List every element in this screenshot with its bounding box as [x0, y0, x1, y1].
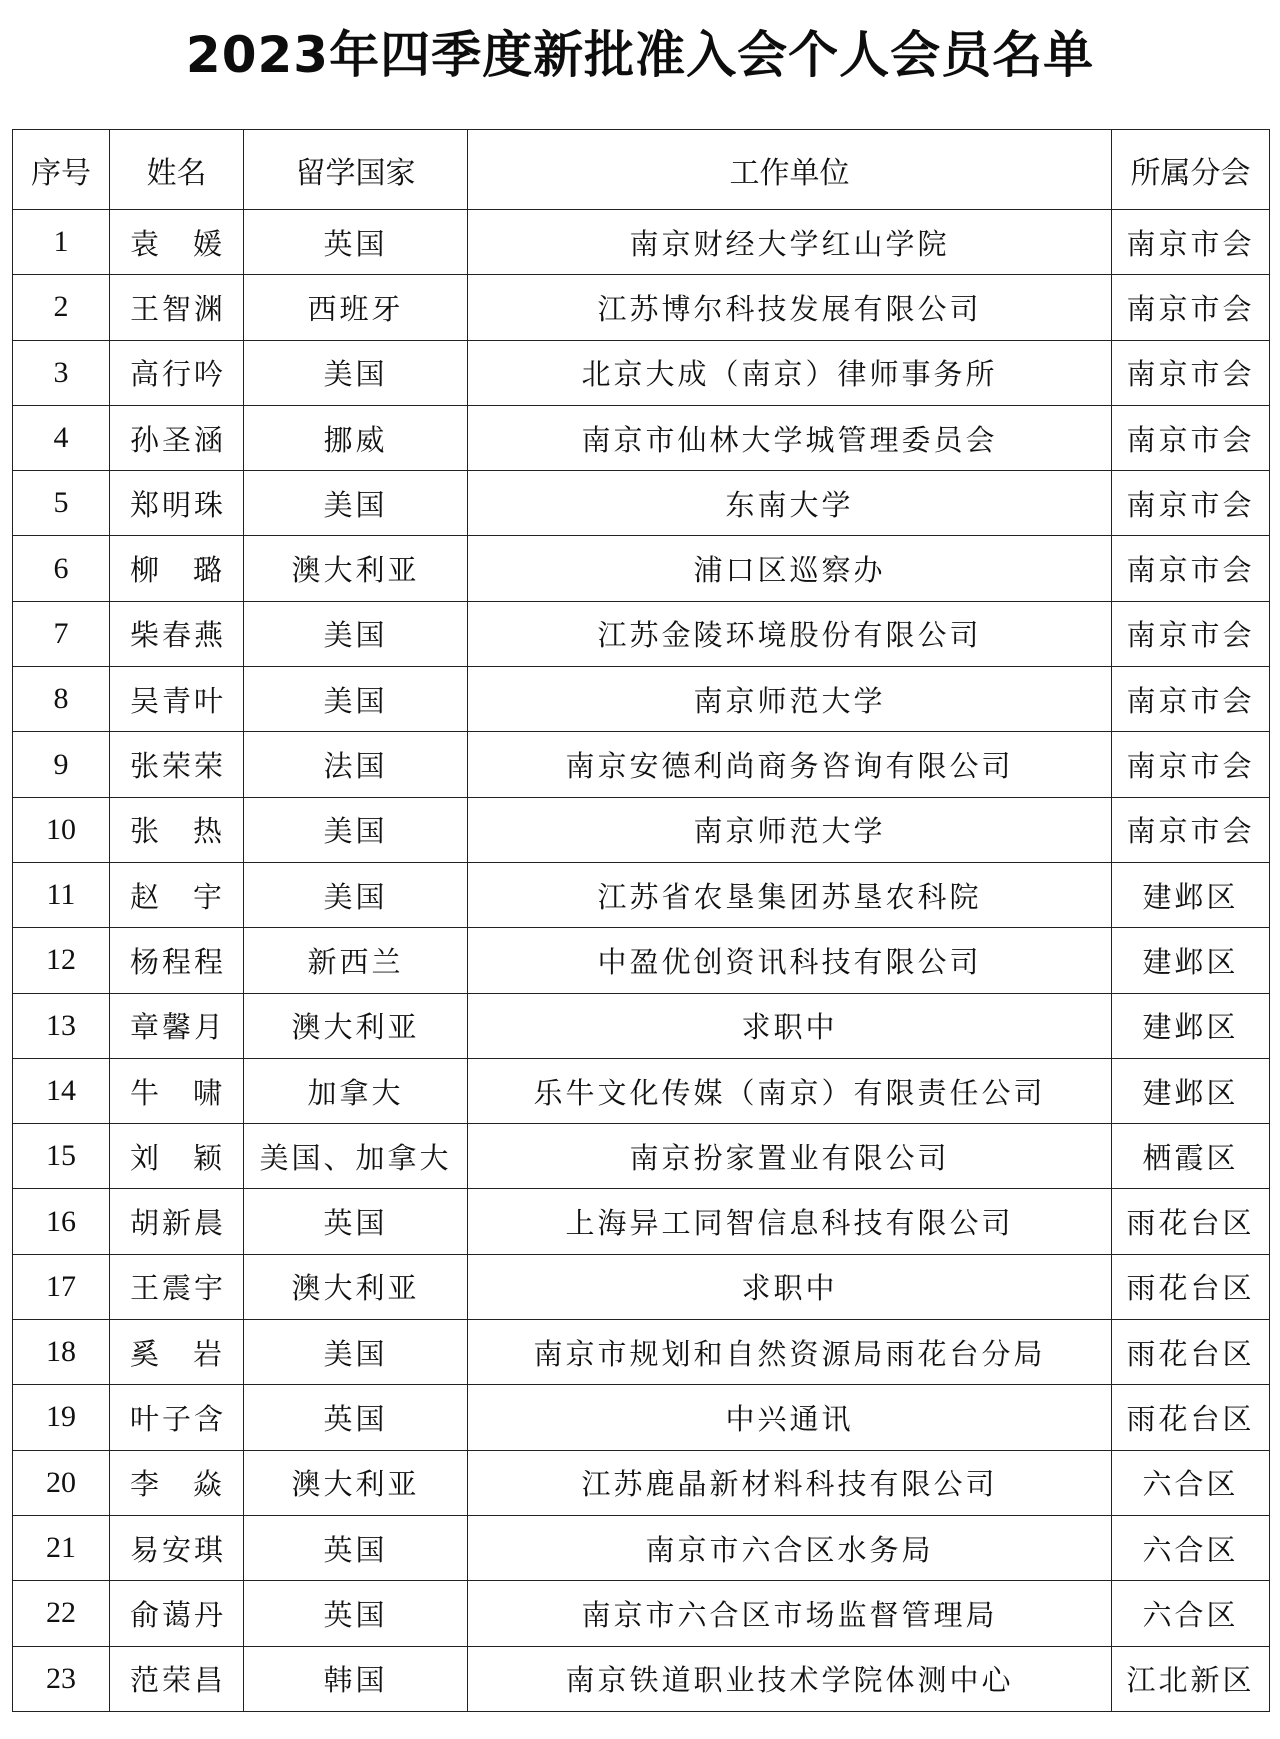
- cell-branch: 雨花台区: [1112, 1254, 1270, 1319]
- cell-branch: 南京市会: [1112, 471, 1270, 536]
- table-row: [13, 928, 1270, 993]
- table-row: [13, 601, 1270, 666]
- cell-employer: 浦口区巡察办: [468, 536, 1112, 601]
- cell-employer: 求职中: [468, 993, 1112, 1058]
- table-row: [13, 1581, 1270, 1646]
- cell-branch: 南京市会: [1112, 275, 1270, 340]
- cell-employer: 南京财经大学红山学院: [468, 210, 1112, 275]
- cell-country: 新西兰: [244, 928, 468, 993]
- cell-name: 易安琪: [110, 1515, 244, 1580]
- cell-name: 范荣昌: [110, 1646, 244, 1711]
- cell-index: 2: [13, 275, 110, 340]
- cell-index: 21: [13, 1515, 110, 1580]
- header-country: 留学国家: [244, 130, 468, 210]
- cell-branch: 南京市会: [1112, 210, 1270, 275]
- cell-name: 孙圣涵: [110, 405, 244, 470]
- header-employer: 工作单位: [468, 130, 1112, 210]
- header-name: 姓名: [110, 130, 244, 210]
- cell-index: 16: [13, 1189, 110, 1254]
- cell-index: 23: [13, 1646, 110, 1711]
- cell-name: 李焱: [110, 1450, 244, 1515]
- cell-branch: 雨花台区: [1112, 1320, 1270, 1385]
- cell-employer: 南京扮家置业有限公司: [468, 1124, 1112, 1189]
- table-row: [13, 1646, 1270, 1711]
- cell-branch: 南京市会: [1112, 667, 1270, 732]
- cell-employer: 北京大成（南京）律师事务所: [468, 340, 1112, 405]
- table-row: [13, 471, 1270, 536]
- cell-name: 赵宇: [110, 862, 244, 927]
- cell-country: 澳大利亚: [244, 993, 468, 1058]
- cell-name: 郑明珠: [110, 471, 244, 536]
- cell-employer: 江苏省农垦集团苏垦农科院: [468, 862, 1112, 927]
- cell-employer: 求职中: [468, 1254, 1112, 1319]
- cell-employer: 中兴通讯: [468, 1385, 1112, 1450]
- cell-branch: 南京市会: [1112, 601, 1270, 666]
- cell-index: 4: [13, 405, 110, 470]
- cell-name: 章馨月: [110, 993, 244, 1058]
- cell-index: 1: [13, 210, 110, 275]
- table-body: [13, 210, 1270, 1712]
- table-row: [13, 210, 1270, 275]
- cell-branch: 六合区: [1112, 1515, 1270, 1580]
- cell-index: 12: [13, 928, 110, 993]
- cell-name: 柳璐: [110, 536, 244, 601]
- cell-branch: 南京市会: [1112, 732, 1270, 797]
- cell-country: 挪威: [244, 405, 468, 470]
- cell-branch: 建邺区: [1112, 862, 1270, 927]
- cell-branch: 雨花台区: [1112, 1385, 1270, 1450]
- cell-name: 牛啸: [110, 1058, 244, 1123]
- cell-name: 王震宇: [110, 1254, 244, 1319]
- cell-country: 澳大利亚: [244, 1450, 468, 1515]
- cell-country: 西班牙: [244, 275, 468, 340]
- cell-country: 美国: [244, 667, 468, 732]
- cell-branch: 南京市会: [1112, 340, 1270, 405]
- table-row: [13, 1385, 1270, 1450]
- table-row: [13, 1124, 1270, 1189]
- cell-country: 法国: [244, 732, 468, 797]
- table-row: [13, 1254, 1270, 1319]
- member-table: [12, 129, 1270, 1712]
- cell-index: 13: [13, 993, 110, 1058]
- cell-name: 俞蔼丹: [110, 1581, 244, 1646]
- page-title: 2023年四季度新批准入会个人会员名单: [185, 26, 1095, 84]
- table-row: [13, 1515, 1270, 1580]
- cell-index: 17: [13, 1254, 110, 1319]
- cell-index: 8: [13, 667, 110, 732]
- cell-employer: 南京市六合区市场监督管理局: [468, 1581, 1112, 1646]
- cell-index: 6: [13, 536, 110, 601]
- table-row: [13, 340, 1270, 405]
- cell-branch: 建邺区: [1112, 993, 1270, 1058]
- cell-employer: 上海异工同智信息科技有限公司: [468, 1189, 1112, 1254]
- cell-name: 杨程程: [110, 928, 244, 993]
- cell-branch: 江北新区: [1112, 1646, 1270, 1711]
- cell-index: 19: [13, 1385, 110, 1450]
- cell-name: 袁媛: [110, 210, 244, 275]
- cell-name: 叶子含: [110, 1385, 244, 1450]
- table-row: [13, 275, 1270, 340]
- cell-employer: 南京师范大学: [468, 667, 1112, 732]
- table-row: [13, 732, 1270, 797]
- cell-employer: 南京市六合区水务局: [468, 1515, 1112, 1580]
- cell-name: 王智渊: [110, 275, 244, 340]
- cell-country: 美国: [244, 862, 468, 927]
- cell-country: 美国: [244, 797, 468, 862]
- cell-index: 18: [13, 1320, 110, 1385]
- table-row: [13, 536, 1270, 601]
- cell-index: 9: [13, 732, 110, 797]
- cell-name: 奚岩: [110, 1320, 244, 1385]
- table-header-row: [13, 130, 1270, 210]
- table-row: [13, 993, 1270, 1058]
- table-row: [13, 797, 1270, 862]
- cell-index: 5: [13, 471, 110, 536]
- cell-country: 英国: [244, 210, 468, 275]
- cell-index: 20: [13, 1450, 110, 1515]
- cell-country: 英国: [244, 1189, 468, 1254]
- cell-index: 3: [13, 340, 110, 405]
- cell-branch: 雨花台区: [1112, 1189, 1270, 1254]
- table-row: [13, 667, 1270, 732]
- cell-country: 美国: [244, 1320, 468, 1385]
- cell-country: 英国: [244, 1515, 468, 1580]
- cell-name: 刘颖: [110, 1124, 244, 1189]
- cell-index: 7: [13, 601, 110, 666]
- cell-employer: 东南大学: [468, 471, 1112, 536]
- cell-employer: 南京市仙林大学城管理委员会: [468, 405, 1112, 470]
- cell-country: 美国: [244, 471, 468, 536]
- header-branch: 所属分会: [1112, 130, 1270, 210]
- cell-country: 加拿大: [244, 1058, 468, 1123]
- cell-country: 美国、加拿大: [244, 1124, 468, 1189]
- table-row: [13, 1058, 1270, 1123]
- cell-branch: 栖霞区: [1112, 1124, 1270, 1189]
- cell-name: 吴青叶: [110, 667, 244, 732]
- table-row: [13, 405, 1270, 470]
- cell-index: 22: [13, 1581, 110, 1646]
- cell-branch: 六合区: [1112, 1581, 1270, 1646]
- cell-employer: 南京安德利尚商务咨询有限公司: [468, 732, 1112, 797]
- cell-branch: 建邺区: [1112, 1058, 1270, 1123]
- cell-country: 美国: [244, 340, 468, 405]
- cell-branch: 建邺区: [1112, 928, 1270, 993]
- cell-index: 14: [13, 1058, 110, 1123]
- cell-country: 韩国: [244, 1646, 468, 1711]
- cell-branch: 南京市会: [1112, 405, 1270, 470]
- cell-employer: 南京市规划和自然资源局雨花台分局: [468, 1320, 1112, 1385]
- cell-name: 张荣荣: [110, 732, 244, 797]
- cell-employer: 江苏博尔科技发展有限公司: [468, 275, 1112, 340]
- cell-country: 英国: [244, 1581, 468, 1646]
- cell-employer: 乐牛文化传媒（南京）有限责任公司: [468, 1058, 1112, 1123]
- table-row: [13, 1450, 1270, 1515]
- cell-employer: 南京铁道职业技术学院体测中心: [468, 1646, 1112, 1711]
- cell-employer: 江苏金陵环境股份有限公司: [468, 601, 1112, 666]
- cell-employer: 中盈优创资讯科技有限公司: [468, 928, 1112, 993]
- cell-employer: 南京师范大学: [468, 797, 1112, 862]
- cell-employer: 江苏鹿晶新材料科技有限公司: [468, 1450, 1112, 1515]
- header-index: 序号: [13, 130, 110, 210]
- cell-country: 澳大利亚: [244, 1254, 468, 1319]
- table-row: [13, 862, 1270, 927]
- cell-index: 10: [13, 797, 110, 862]
- table-row: [13, 1320, 1270, 1385]
- cell-branch: 南京市会: [1112, 797, 1270, 862]
- cell-name: 胡新晨: [110, 1189, 244, 1254]
- cell-index: 11: [13, 862, 110, 927]
- table-row: [13, 1189, 1270, 1254]
- cell-branch: 六合区: [1112, 1450, 1270, 1515]
- cell-name: 柴春燕: [110, 601, 244, 666]
- cell-branch: 南京市会: [1112, 536, 1270, 601]
- cell-country: 英国: [244, 1385, 468, 1450]
- cell-name: 张热: [110, 797, 244, 862]
- cell-name: 高行吟: [110, 340, 244, 405]
- cell-index: 15: [13, 1124, 110, 1189]
- cell-country: 澳大利亚: [244, 536, 468, 601]
- cell-country: 美国: [244, 601, 468, 666]
